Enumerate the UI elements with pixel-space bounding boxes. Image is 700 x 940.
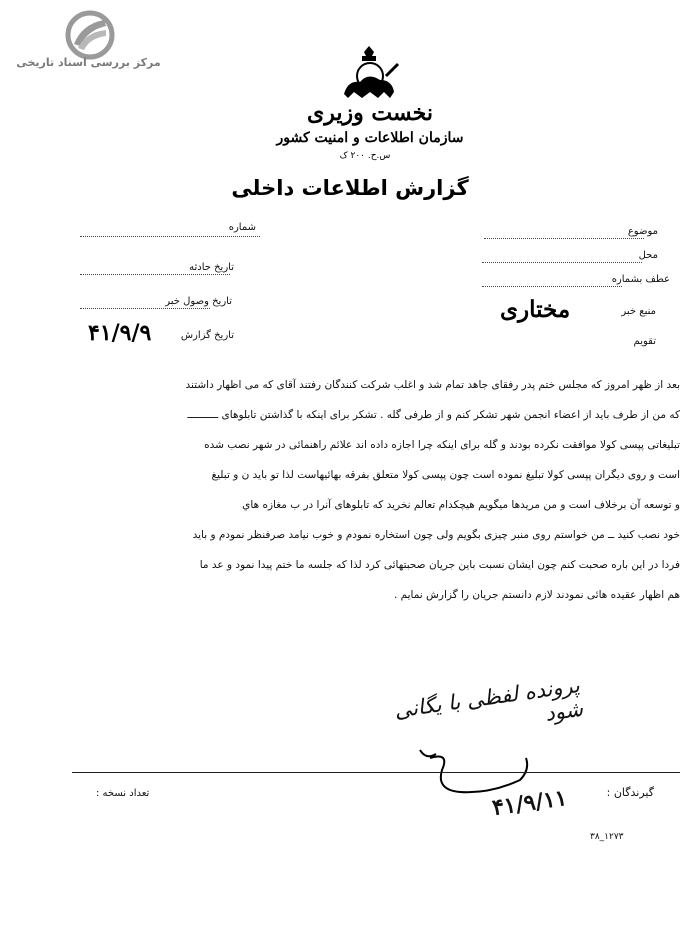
footer-divider [72,772,680,773]
field-source: منبع خبر [621,306,656,317]
signature-stroke [380,640,550,800]
place-line [482,262,642,263]
body-line: فردا در این باره صحبت کنم چون ایشان نسبت باین جریان صحبتهائی کرد لذا که جلسه ما ختم پیدا نمود و عد ما [199,559,680,571]
body-line: و توسعه آن برخلاف است و من مریدها میگویم هیچکدام تعالم نخرید که تابلوهای آنرا در ب مغازه هاي [242,499,680,511]
source-value: مختاری [500,296,571,323]
field-place: محل [638,250,658,261]
report-body [22,370,680,610]
field-assessment: تقویم [633,336,656,347]
archive-center-logo [12,6,162,76]
report-date-value: ۴۱/۹/۹ [88,320,152,346]
archive-center-name: مرکز بررسی اسناد تاریخی [16,56,161,69]
field-subject: موضوع [627,226,658,237]
field-number: شماره [228,222,256,233]
document-code: ۱۲۷۳_۳۸ [590,832,624,842]
subject-line [484,238,644,239]
org-code: س.ح. ۲۰۰ ک [339,151,391,161]
report-title: گزارش اطلاعات داخلی [231,176,469,200]
recipients-label: گیرندگان : [606,786,654,799]
org-name-line1: نخست وزیری [307,100,433,126]
lion-and-sun-emblem [334,46,404,104]
body-line: که من از طرف باید از اعضاء انجمن شهر تشکر کنم و از طرفی گله . تشکر برای اینکه با گذاشتن تابلوهای ــــــــــ [187,409,680,421]
archive-book-icon [60,10,116,60]
body-line: بعد از ظهر امروز که مجلس ختم پدر رفقای جاهد تمام شد و اغلب شرکت کنندگان رفتند آقای که می اظهار داشتند [185,379,680,391]
received-date-line [80,308,210,309]
field-reference: عطف بشماره [611,274,670,285]
field-received-date: تاریخ وصول خبر [165,296,232,307]
field-event-date: تاریخ حادثه [189,262,234,273]
body-line: هم اظهار عقیده هائی نمودند لازم دانستم جریان را گزارش نمایم . [393,589,680,601]
reference-line [482,286,622,287]
field-report-date: تاریخ گزارش [180,330,234,341]
number-line [80,236,260,237]
body-line: است و روی دیگران پپسی کولا تبلیغ نموده است چون پپسی کولا متعلق بفرقه بهائیهاست لذا تو باید ن و تبلیغ [211,469,680,481]
event-date-line [80,274,230,275]
body-line: خود نصب کنید ــ من خواستم روی منبر چیزی بگویم ولی چون استخاره نمودم و خوب نیامد صرفنظر نمودم و باید [192,529,680,541]
handwritten-note: پرونده لفظی با یگانی شود [392,673,585,726]
body-line: تبلیغاتی پپسی کولا موافقت نکرده بودند و گله برای اینکه چرا اجازه داده اند علائم راهنمائی در شهر نصب شده [204,439,680,451]
org-name-line2: سازمان اطلاعات و امنیت کشور [276,130,464,146]
handwritten-date: ۴۱/۹/۱۱ [490,784,569,822]
copies-label: تعداد نسخه : [96,788,150,799]
